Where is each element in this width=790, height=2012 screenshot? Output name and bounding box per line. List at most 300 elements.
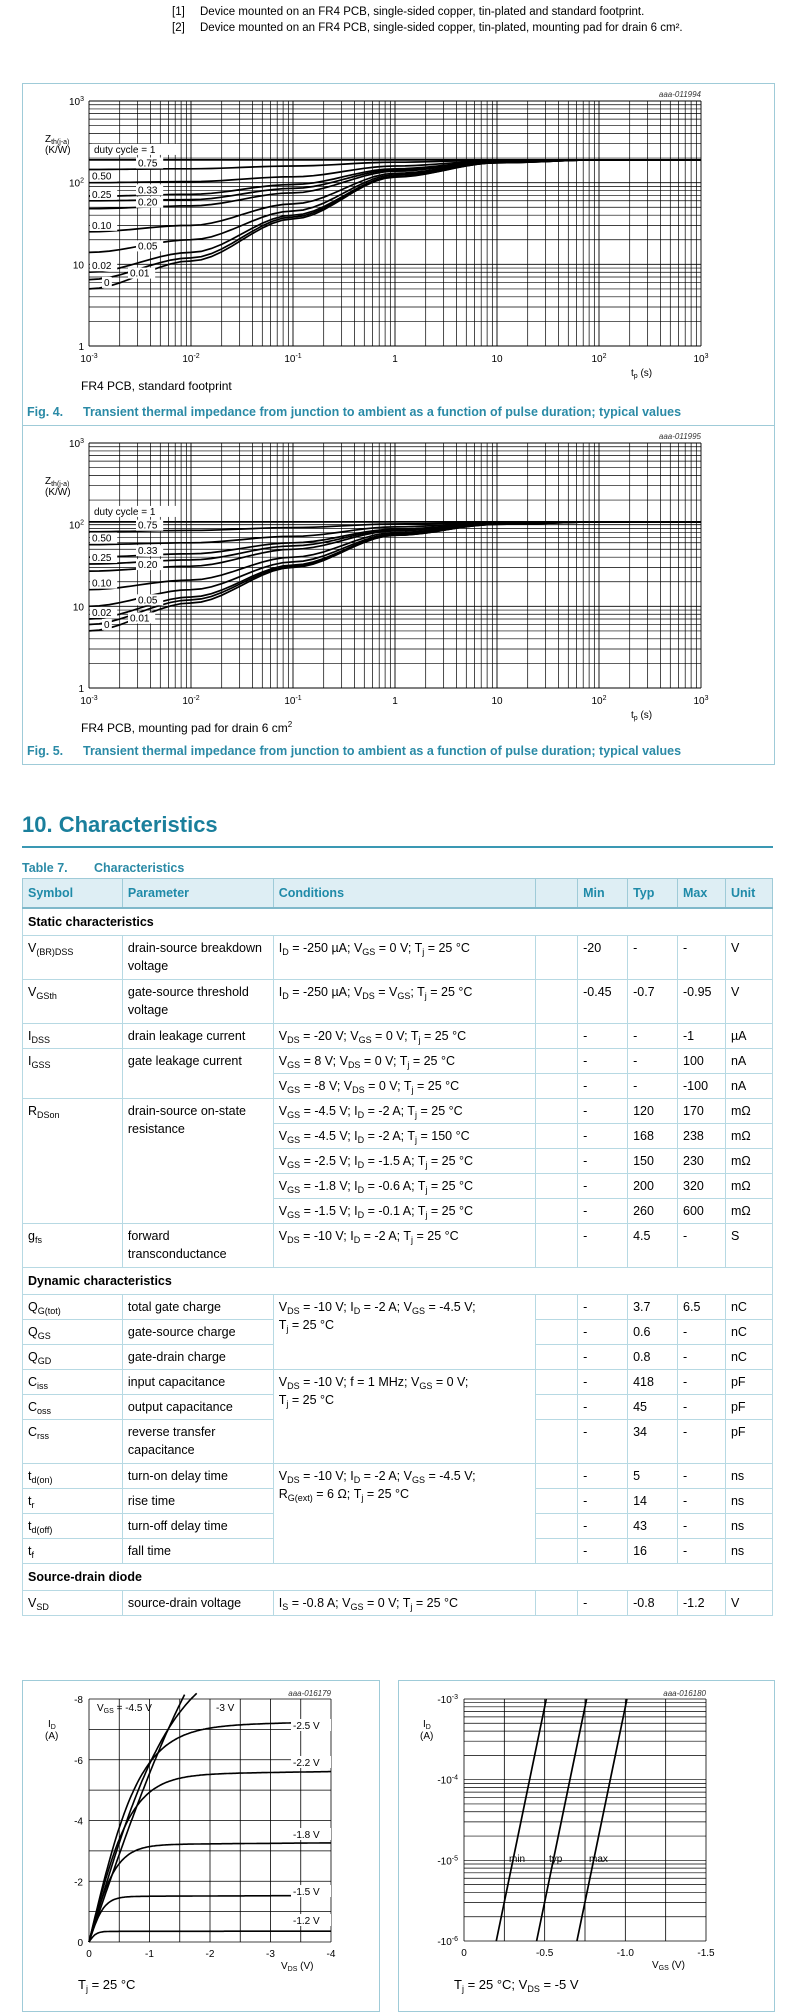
conditions-cell: $V_{GS} = -4.5$ V; $I_D = -2$ A; $T_j = 25$ °C <box>273 1099 535 1124</box>
col-parameter: Parameter <box>122 879 273 909</box>
svg-text:-1.5 V: -1.5 V <box>293 1887 320 1898</box>
max-cell: 170 <box>678 1099 726 1124</box>
table-row <box>23 1464 773 1489</box>
section-row <box>23 1268 773 1295</box>
blank-cell <box>536 1024 578 1049</box>
conditions-cell: $V_{GS} = -4.5$ V; $I_D = -2$ A; $T_j = 150$ °C <box>273 1124 535 1149</box>
figure-6 <box>22 1680 380 2012</box>
parameter-cell: drain leakage current <box>122 1024 273 1049</box>
unit-cell: µA <box>725 1024 772 1049</box>
parameter-cell: gate-source charge <box>122 1320 273 1345</box>
svg-text:ID: $I_D$ <box>423 1719 431 1731</box>
svg-text:10-1: $10^{-1}$ <box>284 695 302 707</box>
table-header-row <box>23 879 773 909</box>
svg-text:-10-6: $-10^{-6}$ <box>437 1936 458 1948</box>
svg-text:102: $10^2$ <box>68 519 84 532</box>
symbol-cell <box>23 1049 123 1099</box>
blank-cell <box>536 936 578 980</box>
fig4-note: FR4 PCB, standard footprint <box>81 379 232 393</box>
footnote-number: [2] <box>172 22 185 34</box>
section-divider <box>22 846 773 848</box>
svg-text:0.20: 0.20 <box>138 560 158 572</box>
typ-cell: 4.5 <box>628 1224 678 1268</box>
typ-cell: -0.8 <box>628 1591 678 1616</box>
symbol-cell <box>23 1395 123 1420</box>
blank-cell <box>536 1049 578 1074</box>
symbol: I <box>28 1029 32 1043</box>
col-symbol: Symbol <box>23 879 123 909</box>
col-blank <box>536 879 578 909</box>
conditions-cell: $V_{DS} = -20$ V; $V_{GS} = 0$ V; $T_j = 25$ °C <box>273 1024 535 1049</box>
parameter-cell: drain-source breakdown voltage <box>122 936 273 980</box>
svg-text:-1.0: -1.0 <box>616 1948 634 1959</box>
svg-text:103: $10^3$ <box>693 695 709 707</box>
unit-cell: mΩ <box>725 1099 772 1124</box>
parameter-cell: gate leakage current <box>122 1049 273 1099</box>
fig4-label: Fig. 4. <box>27 405 64 419</box>
col-unit: Unit <box>725 879 772 909</box>
svg-text:VGS (V): $V_{GS}$ (V) <box>652 1960 685 1972</box>
parameter-cell: gate-drain charge <box>122 1345 273 1370</box>
svg-text:VGS = -4.5 V: $V_{GS} = -4.5$ V <box>97 1703 152 1715</box>
svg-text:0.50: 0.50 <box>92 533 112 545</box>
fig4-chart <box>23 84 774 384</box>
unit-cell: nC <box>725 1345 772 1370</box>
blank-cell <box>536 1224 578 1268</box>
min-cell: -0.45 <box>578 980 628 1024</box>
footnote-text: Device mounted on an FR4 PCB, single-sided copper, tin-plated, mounting pad for drain 6 cm². <box>200 22 683 34</box>
symbol-sub: f <box>31 1550 34 1560</box>
max-cell: - <box>678 1489 726 1514</box>
symbol-cell <box>23 1099 123 1224</box>
unit-cell: nA <box>725 1049 772 1074</box>
svg-text:-10-3: $-10^{-3}$ <box>437 1694 458 1706</box>
footnote-2 <box>172 20 683 36</box>
table-row <box>23 1295 773 1320</box>
min-cell: - <box>578 1464 628 1489</box>
max-cell: 238 <box>678 1124 726 1149</box>
svg-text:-1.2 V: -1.2 V <box>293 1916 320 1927</box>
symbol-sub: GS <box>37 1331 51 1341</box>
svg-text:0.02: 0.02 <box>92 261 112 273</box>
unit-cell: mΩ <box>725 1174 772 1199</box>
svg-text:10-3: $10^{-3}$ <box>80 695 98 707</box>
typ-cell: - <box>628 1024 678 1049</box>
fig6-note: $T_j = 25$ °C <box>78 1977 136 1994</box>
conditions-cell: $I_D = -250$ µA; $V_{DS} = V_{GS}$; $T_j = 25$ °C <box>273 980 535 1024</box>
symbol-sub: GD <box>37 1356 52 1366</box>
parameter-cell: input capacitance <box>122 1370 273 1395</box>
max-cell: 320 <box>678 1174 726 1199</box>
unit-cell: nA <box>725 1074 772 1099</box>
unit-cell: V <box>725 1591 772 1616</box>
symbol: V <box>28 941 37 955</box>
unit-cell: pF <box>725 1420 772 1464</box>
symbol-cell <box>23 1464 123 1489</box>
symbol-cell <box>23 1370 123 1395</box>
max-cell: - <box>678 936 726 980</box>
conditions-cell: $V_{DS} = -10$ V; $I_D = -2$ A; $T_j = 25$ °C <box>273 1224 535 1268</box>
svg-text:10: 10 <box>491 696 503 707</box>
conditions-cell: $V_{GS} = -1.8$ V; $I_D = -0.6$ A; $T_j = 25$ °C <box>273 1174 535 1199</box>
min-cell: - <box>578 1124 628 1149</box>
typ-cell: 14 <box>628 1489 678 1514</box>
symbol: R <box>28 1104 38 1118</box>
min-cell: -20 <box>578 936 628 980</box>
svg-text:0.05: 0.05 <box>138 595 158 607</box>
max-cell: -100 <box>678 1074 726 1099</box>
table-row <box>23 936 773 980</box>
svg-text:0.50: 0.50 <box>92 171 112 183</box>
symbol-sub: r <box>31 1500 35 1510</box>
svg-text:0.01: 0.01 <box>130 613 150 625</box>
svg-text:duty cycle = 1: duty cycle = 1 <box>94 144 156 156</box>
symbol: Q <box>28 1325 38 1339</box>
svg-text:-10-4: $-10^{-4}$ <box>437 1774 458 1787</box>
typ-cell: - <box>628 936 678 980</box>
typ-cell: 16 <box>628 1539 678 1564</box>
symbol: C <box>28 1400 38 1414</box>
max-cell: 230 <box>678 1149 726 1174</box>
figure-5 <box>22 425 775 765</box>
typ-cell: 260 <box>628 1199 678 1224</box>
symbol-sub: G(tot) <box>37 1306 61 1316</box>
symbol: t <box>28 1494 32 1508</box>
blank-cell <box>536 1539 578 1564</box>
conditions-cell: $I_S = -0.8$ A; $V_{GS} = 0$ V; $T_j = 25$ °C <box>273 1591 535 1616</box>
svg-text:-2.2 V: -2.2 V <box>293 1758 320 1769</box>
symbol-cell <box>23 1320 123 1345</box>
svg-text:0: 0 <box>77 1938 83 1949</box>
parameter-cell: source-drain voltage <box>122 1591 273 1616</box>
min-cell: - <box>578 1514 628 1539</box>
max-cell: -1 <box>678 1024 726 1049</box>
svg-text:1: 1 <box>392 354 398 365</box>
symbol-sub: SD <box>36 1602 49 1612</box>
max-cell: - <box>678 1539 726 1564</box>
min-cell: - <box>578 1420 628 1464</box>
footnote-text: Device mounted on an FR4 PCB, single-sided copper, tin-plated and standard footprint. <box>200 6 645 18</box>
min-cell: - <box>578 1489 628 1514</box>
fig7-chart <box>399 1681 774 1981</box>
table-row <box>23 1370 773 1395</box>
svg-text:103: $10^3$ <box>68 96 84 108</box>
parameter-cell: turn-on delay time <box>122 1464 273 1489</box>
svg-text:1: 1 <box>78 342 84 353</box>
section-title: 10. Characteristics <box>22 812 218 837</box>
svg-text:max: max <box>589 1854 608 1865</box>
unit-cell: mΩ <box>725 1149 772 1174</box>
parameter-cell: gate-source threshold voltage <box>122 980 273 1024</box>
svg-text:10: 10 <box>491 354 503 365</box>
symbol-cell <box>23 1420 123 1464</box>
svg-text:-2: -2 <box>74 1877 83 1889</box>
unit-cell: nC <box>725 1295 772 1320</box>
conditions-cell: $V_{DS} = -10$ V; $I_D = -2$ A; $V_{GS} = -4.5$ V; $T_j = 25$ °C <box>273 1295 535 1370</box>
typ-cell: 3.7 <box>628 1295 678 1320</box>
svg-text:0.01: 0.01 <box>130 268 150 280</box>
symbol: g <box>28 1229 35 1243</box>
figure-4 <box>22 83 775 427</box>
svg-text:0.05: 0.05 <box>138 241 158 253</box>
svg-text:10-1: $10^{-1}$ <box>284 353 302 365</box>
symbol-cell <box>23 1024 123 1049</box>
svg-text:10-3: $10^{-3}$ <box>80 353 98 365</box>
min-cell: - <box>578 1539 628 1564</box>
unit-cell: S <box>725 1224 772 1268</box>
symbol-cell <box>23 1295 123 1320</box>
max-cell: - <box>678 1395 726 1420</box>
parameter-cell: drain-source on-state resistance <box>122 1099 273 1224</box>
svg-text:103: $10^3$ <box>693 353 709 365</box>
max-cell: - <box>678 1320 726 1345</box>
blank-cell <box>536 1370 578 1395</box>
svg-text:102: $10^2$ <box>591 695 607 707</box>
svg-text:tp (s): $t_p$ (s) <box>631 368 653 380</box>
parameter-cell: output capacitance <box>122 1395 273 1420</box>
svg-text:-10-5: $-10^{-5}$ <box>437 1855 458 1868</box>
svg-text:0.75: 0.75 <box>138 158 158 170</box>
fig7-note: $T_j = 25$ °C; $V_{DS} = -5$ V <box>454 1977 579 1994</box>
min-cell: - <box>578 1345 628 1370</box>
max-cell: - <box>678 1514 726 1539</box>
svg-text:Zth(j-a): $Z_{th(j-a)}$ <box>45 134 70 146</box>
svg-text:10-2: $10^{-2}$ <box>182 695 200 707</box>
max-cell: - <box>678 1464 726 1489</box>
blank-cell <box>536 1295 578 1320</box>
symbol-cell <box>23 1489 123 1514</box>
typ-cell: 168 <box>628 1124 678 1149</box>
figure-7 <box>398 1680 775 2012</box>
footnotes <box>172 4 683 36</box>
svg-text:Zth(j-a): $Z_{th(j-a)}$ <box>45 476 70 488</box>
section-diode: Source-drain diode <box>23 1564 773 1591</box>
min-cell: - <box>578 1370 628 1395</box>
blank-cell <box>536 1099 578 1124</box>
conditions-cell: $V_{GS} = 8$ V; $V_{DS} = 0$ V; $T_j = 25$ °C <box>273 1049 535 1074</box>
min-cell: - <box>578 1174 628 1199</box>
unit-cell: pF <box>725 1395 772 1420</box>
svg-text:0: 0 <box>461 1948 467 1959</box>
max-cell: 6.5 <box>678 1295 726 1320</box>
svg-text:-2.5 V: -2.5 V <box>293 1721 320 1732</box>
max-cell: - <box>678 1420 726 1464</box>
blank-cell <box>536 980 578 1024</box>
unit-cell: nC <box>725 1320 772 1345</box>
symbol: V <box>28 985 37 999</box>
symbol: t <box>28 1469 32 1483</box>
svg-text:0.25: 0.25 <box>92 552 112 564</box>
symbol-sub: GSth <box>36 991 57 1001</box>
max-cell: - <box>678 1370 726 1395</box>
col-conditions: Conditions <box>273 879 535 909</box>
conditions-cell: $V_{GS} = -8$ V; $V_{DS} = 0$ V; $T_j = 25$ °C <box>273 1074 535 1099</box>
unit-cell: mΩ <box>725 1124 772 1149</box>
blank-cell <box>536 1199 578 1224</box>
svg-text:10: 10 <box>72 260 84 272</box>
parameter-cell: forward transconductance <box>122 1224 273 1268</box>
svg-text:0.75: 0.75 <box>138 520 158 532</box>
symbol: Q <box>28 1350 38 1364</box>
symbol-sub: rss <box>37 1431 50 1441</box>
svg-text:-3 V: -3 V <box>216 1703 235 1714</box>
svg-text:10-2: $10^{-2}$ <box>182 353 200 365</box>
typ-cell: 150 <box>628 1149 678 1174</box>
typ-cell: 120 <box>628 1099 678 1124</box>
unit-cell: mΩ <box>725 1199 772 1224</box>
blank-cell <box>536 1395 578 1420</box>
svg-text:10: 10 <box>72 602 84 614</box>
svg-text:(K/W): (K/W) <box>45 487 71 498</box>
blank-cell <box>536 1514 578 1539</box>
fig5-caption <box>27 744 681 758</box>
conditions-cell: $V_{DS} = -10$ V; $I_D = -2$ A; $V_{GS} = -4.5$ V; $R_{G(ext)} = 6$ Ω; $T_j = 25$ °C <box>273 1464 535 1564</box>
section-row <box>23 908 773 936</box>
svg-text:aaa-011994: aaa-011994 <box>658 90 701 99</box>
table-title: Characteristics <box>94 861 185 875</box>
svg-text:-6: -6 <box>74 1755 83 1767</box>
min-cell: - <box>578 1199 628 1224</box>
typ-cell: 0.6 <box>628 1320 678 1345</box>
svg-text:102: $10^2$ <box>591 353 607 365</box>
typ-cell: 5 <box>628 1464 678 1489</box>
col-max: Max <box>678 879 726 909</box>
blank-cell <box>536 1320 578 1345</box>
svg-text:0.10: 0.10 <box>92 578 112 590</box>
svg-text:-1: -1 <box>145 1949 154 1960</box>
symbol-cell <box>23 936 123 980</box>
unit-cell: V <box>725 980 772 1024</box>
min-cell: - <box>578 1024 628 1049</box>
blank-cell <box>536 1345 578 1370</box>
symbol-cell <box>23 980 123 1024</box>
svg-text:-1.8 V: -1.8 V <box>293 1830 320 1841</box>
blank-cell <box>536 1591 578 1616</box>
min-cell: - <box>578 1149 628 1174</box>
fig4-caption-text: Transient thermal impedance from junction to ambient as a function of pulse duration; typical values <box>83 405 682 419</box>
min-cell: - <box>578 1395 628 1420</box>
typ-cell: 43 <box>628 1514 678 1539</box>
svg-text:-4: -4 <box>74 1816 83 1828</box>
symbol-sub: d(off) <box>31 1525 53 1535</box>
max-cell: -0.95 <box>678 980 726 1024</box>
section-static: Static characteristics <box>23 908 773 936</box>
min-cell: - <box>578 1591 628 1616</box>
blank-cell <box>536 1420 578 1464</box>
svg-text:aaa-011995: aaa-011995 <box>658 432 701 441</box>
unit-cell: ns <box>725 1489 772 1514</box>
min-cell: - <box>578 1049 628 1074</box>
svg-text:0: 0 <box>104 277 110 289</box>
symbol-sub: iss <box>37 1381 49 1391</box>
svg-text:-2: -2 <box>205 1949 215 1960</box>
blank-cell <box>536 1124 578 1149</box>
blank-cell <box>536 1464 578 1489</box>
symbol: C <box>28 1375 38 1389</box>
parameter-cell: rise time <box>122 1489 273 1514</box>
symbol: t <box>28 1519 32 1533</box>
symbol-sub: DSon <box>37 1110 60 1120</box>
svg-text:VDS (V): $V_{DS}$ (V) <box>281 1961 314 1973</box>
conditions-cell: $V_{GS} = -2.5$ V; $I_D = -1.5$ A; $T_j = 25$ °C <box>273 1149 535 1174</box>
symbol: I <box>28 1054 32 1068</box>
table-caption <box>22 861 184 875</box>
table-row <box>23 1224 773 1268</box>
typ-cell: 200 <box>628 1174 678 1199</box>
svg-text:(K/W): (K/W) <box>45 145 71 156</box>
symbol-sub: DSS <box>31 1035 50 1045</box>
table-row <box>23 1049 773 1074</box>
min-cell: - <box>578 1295 628 1320</box>
footnote-1 <box>172 4 683 20</box>
symbol-cell <box>23 1345 123 1370</box>
footnote-number: [1] <box>172 6 185 18</box>
svg-text:1: 1 <box>392 696 398 707</box>
typ-cell: -0.7 <box>628 980 678 1024</box>
svg-text:ID: $I_D$ <box>48 1719 56 1731</box>
svg-text:0: 0 <box>86 1949 92 1960</box>
svg-text:-3: -3 <box>266 1949 275 1960</box>
col-min: Min <box>578 879 628 909</box>
min-cell: - <box>578 1099 628 1124</box>
parameter-cell: total gate charge <box>122 1295 273 1320</box>
svg-text:0.10: 0.10 <box>92 220 112 232</box>
conditions-cell: $V_{GS} = -1.5$ V; $I_D = -0.1$ A; $T_j = 25$ °C <box>273 1199 535 1224</box>
parameter-cell: turn-off delay time <box>122 1514 273 1539</box>
symbol: Q <box>28 1300 38 1314</box>
svg-text:min: min <box>509 1854 526 1865</box>
typ-cell: 45 <box>628 1395 678 1420</box>
blank-cell <box>536 1174 578 1199</box>
svg-text:-8: -8 <box>74 1695 83 1706</box>
conditions-cell: $V_{DS} = -10$ V; f = 1 MHz; $V_{GS} = 0$ V; $T_j = 25$ °C <box>273 1370 535 1464</box>
svg-text:0.33: 0.33 <box>138 185 158 197</box>
svg-text:1: 1 <box>78 684 84 695</box>
symbol: t <box>28 1544 32 1558</box>
unit-cell: ns <box>725 1539 772 1564</box>
min-cell: - <box>578 1074 628 1099</box>
svg-text:aaa-016179: aaa-016179 <box>288 1689 331 1698</box>
svg-text:(A): (A) <box>45 1731 59 1742</box>
fig5-chart <box>23 426 774 726</box>
blank-cell <box>536 1074 578 1099</box>
symbol-sub: oss <box>37 1406 52 1416</box>
typ-cell: 418 <box>628 1370 678 1395</box>
symbol-sub: GSS <box>31 1060 51 1070</box>
svg-text:-0.5: -0.5 <box>536 1948 554 1959</box>
typ-cell: 34 <box>628 1420 678 1464</box>
fig6-chart <box>23 1681 379 1981</box>
symbol: V <box>28 1596 37 1610</box>
typ-cell: - <box>628 1049 678 1074</box>
table-row <box>23 1024 773 1049</box>
svg-text:102: $10^2$ <box>68 177 84 190</box>
max-cell: 100 <box>678 1049 726 1074</box>
characteristics-table <box>22 878 773 1616</box>
svg-text:0.33: 0.33 <box>138 546 158 558</box>
blank-cell <box>536 1149 578 1174</box>
parameter-cell: fall time <box>122 1539 273 1564</box>
min-cell: - <box>578 1224 628 1268</box>
section-row <box>23 1564 773 1591</box>
symbol-cell <box>23 1514 123 1539</box>
svg-text:0.02: 0.02 <box>92 607 112 619</box>
fig4-caption <box>27 405 681 419</box>
unit-cell: ns <box>725 1464 772 1489</box>
max-cell: 600 <box>678 1199 726 1224</box>
conditions-cell: $I_D = -250$ µA; $V_{GS} = 0$ V; $T_j = 25$ °C <box>273 936 535 980</box>
max-cell: - <box>678 1224 726 1268</box>
